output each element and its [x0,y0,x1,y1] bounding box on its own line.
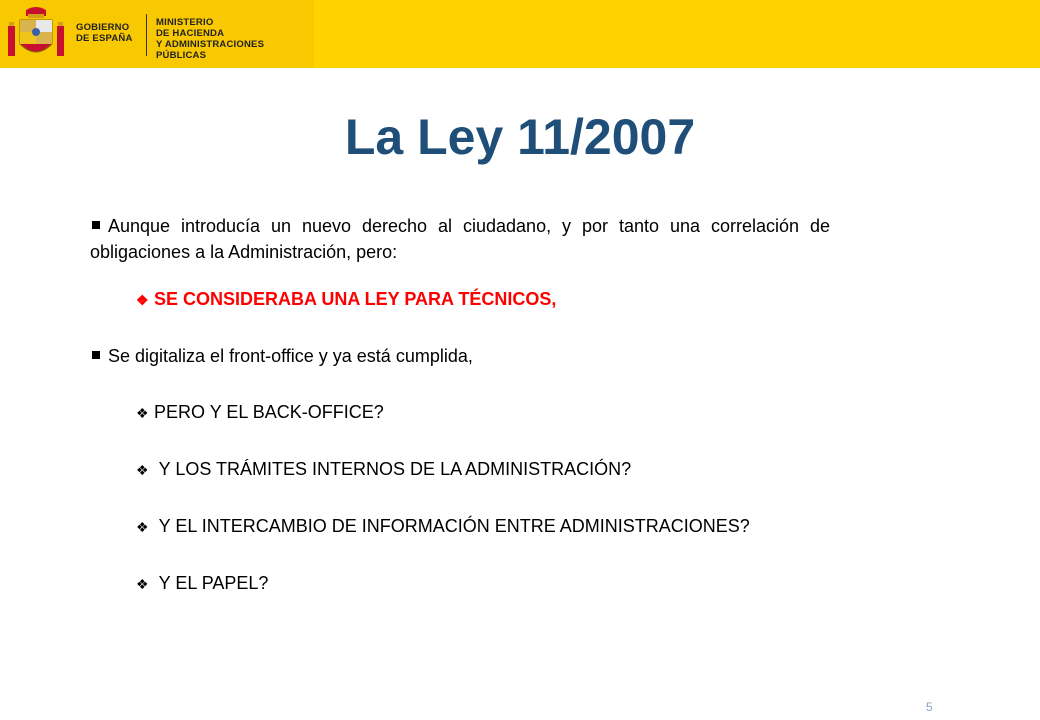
sub-bullet-5 [90,570,830,597]
sub-bullet-2 [90,399,830,426]
sub-bullet-2-text: PERO Y EL BACK-OFFICE? [154,402,384,422]
government-logo [0,0,314,68]
sub-bullet-4 [90,513,830,540]
four-diamond-bullet-icon: ❖ [136,292,149,308]
four-diamond-bullet-icon: ❖ [136,576,149,592]
bullet-1 [90,213,830,265]
page-number: 5 [926,700,933,714]
gov-line-2: DE ESPAÑA [76,33,133,44]
sub-bullet-5-text: Y EL PAPEL? [154,573,269,593]
sub-bullet-1-text: SE CONSIDERABA UNA LEY PARA TÉCNICOS, [154,289,557,309]
bullet-1-text: Aunque introducía un nuevo derecho al ciudadano, y por tanto una correlación de obligaciones a la Administración, pero: [90,216,830,262]
bullet-2 [90,343,830,369]
ministry-line-3: Y ADMINISTRACIONES PÚBLICAS [156,39,265,61]
logo-divider [146,14,147,56]
sub-bullet-4-text: Y EL INTERCAMBIO DE INFORMACIÓN ENTRE ADMINISTRACIONES? [154,516,750,536]
four-diamond-bullet-icon: ❖ [136,519,149,535]
slide-content [90,213,830,597]
government-name [76,22,133,44]
sub-bullet-3-text: Y LOS TRÁMITES INTERNOS DE LA ADMINISTRACIÓN? [154,459,632,479]
bullet-2-text: Se digitaliza el front-office y ya está cumplida, [108,346,473,366]
four-diamond-bullet-icon: ❖ [136,462,149,478]
sub-bullet-3 [90,456,830,483]
ministry-line-1: MINISTERIO [156,17,214,28]
header-bar [0,0,1040,68]
ministry-name [156,17,314,61]
ministry-line-2: DE HACIENDA [156,28,225,39]
four-diamond-bullet-icon: ❖ [136,405,149,421]
square-bullet-icon [92,351,100,359]
square-bullet-icon [92,221,100,229]
slide-title: La Ley 11/2007 [344,109,696,165]
coat-of-arms-icon [6,4,66,64]
gov-line-1: GOBIERNO [76,22,130,33]
sub-bullet-1 [90,286,830,313]
